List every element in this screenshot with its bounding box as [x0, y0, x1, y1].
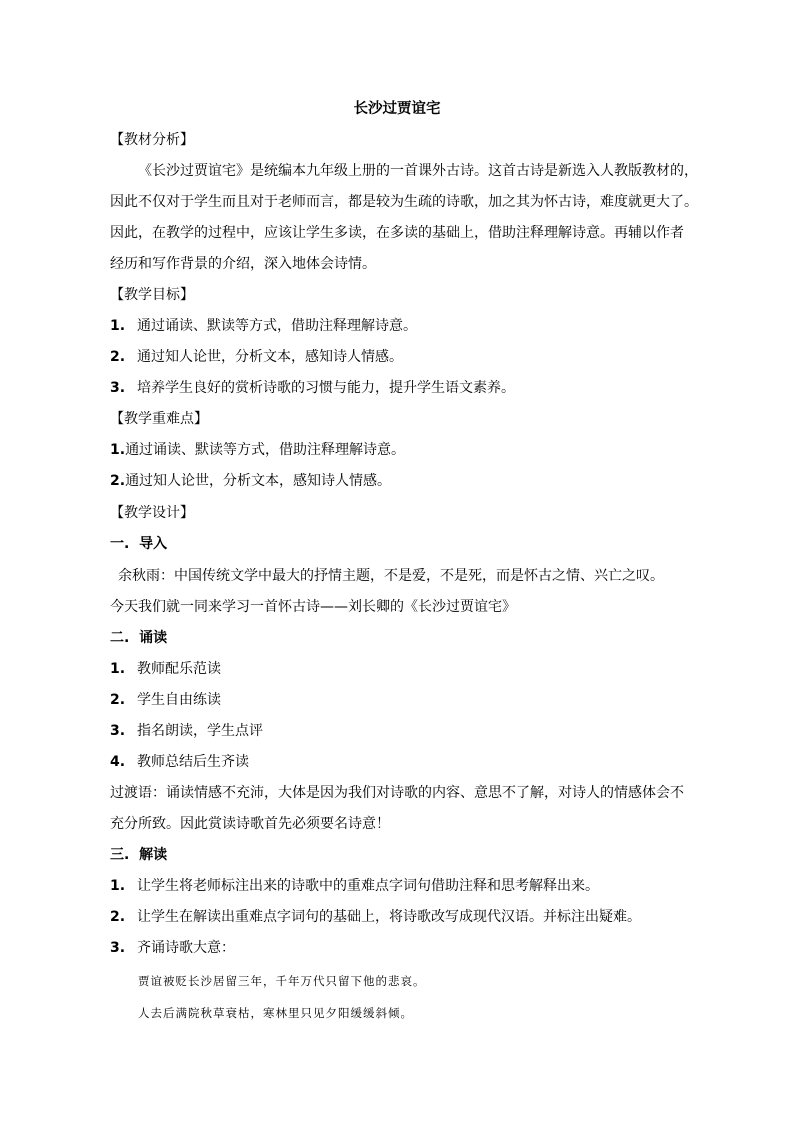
- list-item: [110, 378, 690, 398]
- paragraph-line: 过渡语：诵读情感不充沛，大体是因为我们对诗歌的内容、意思不了解，对诗人的情感体会不: [110, 785, 684, 801]
- list-text: 通过知人论世，分析文本，感知诗人情感。: [137, 349, 403, 365]
- list-item: [110, 471, 690, 491]
- part-label: 导入: [139, 536, 168, 552]
- list-number: 1.: [110, 318, 126, 334]
- list-item: [110, 440, 690, 460]
- list-item: [110, 347, 690, 367]
- list-text: 通过诵读、默读等方式，借助注释理解诗意。: [125, 442, 406, 458]
- list-text: 通过诵读、默读等方式，借助注释理解诗意。: [137, 318, 417, 334]
- paragraph-line: 经历和写作背景的介绍，深入地体会诗情。: [110, 256, 376, 272]
- poem-line: 人去后满院秋草衰枯，寒林里只见夕阳缓缓斜倾。: [138, 1006, 413, 1020]
- paragraph-line: 《长沙过贾谊宅》是统编本九年级上册的一首课外古诗。这首古诗是新选入人教版教材的，: [138, 163, 698, 179]
- list-item: [110, 752, 690, 772]
- list-number: 2.: [110, 349, 126, 365]
- list-number: 3.: [110, 380, 126, 396]
- page-title: 长沙过贾谊宅: [353, 101, 441, 117]
- list-text: 让学生在解读出重难点字词句的基础上，将诗歌改写成现代汉语。并标注出疑难。: [137, 909, 641, 925]
- section-heading-keypoints: 【教学重难点】: [110, 411, 208, 427]
- part-heading: [110, 628, 690, 648]
- poem-line: 贾谊被贬长沙居留三年，千年万代只留下他的悲哀。: [138, 974, 426, 988]
- list-number: 1.: [110, 878, 126, 894]
- list-text: 教师总结后生齐读: [137, 754, 249, 770]
- part-heading: [110, 845, 690, 865]
- paragraph-line: 充分所致。因此赏读诗歌首先必须要名诗意！: [110, 816, 390, 832]
- part-label: 诵读: [139, 630, 168, 646]
- list-number: 1.: [110, 661, 126, 677]
- list-item: [110, 721, 690, 741]
- part-number: 二.: [110, 630, 130, 646]
- list-number: 1.: [110, 442, 126, 458]
- list-number: 4.: [110, 754, 126, 770]
- list-text: 齐诵诗歌大意：: [137, 940, 235, 956]
- list-item: [110, 316, 690, 336]
- list-item: [110, 876, 690, 896]
- section-heading-analysis: 【教材分析】: [110, 132, 194, 148]
- list-text: 通过知人论世，分析文本，感知诗人情感。: [125, 473, 392, 489]
- part-heading: [110, 534, 690, 554]
- paragraph-line: 今天我们就一同来学习一首怀古诗——刘长卿的《长沙过贾谊宅》: [110, 599, 516, 615]
- list-item: [110, 907, 690, 927]
- list-text: 教师配乐范读: [137, 661, 221, 677]
- list-item: [110, 938, 690, 958]
- list-number: 3.: [110, 940, 126, 956]
- list-number: 3.: [110, 723, 126, 739]
- list-item: [110, 690, 690, 710]
- list-text: 学生自由练读: [137, 692, 221, 708]
- list-text: 让学生将老师标注出来的诗歌中的重难点字词句借助注释和思考解释出来。: [137, 878, 599, 894]
- list-number: 2.: [110, 909, 126, 925]
- list-number: 2.: [110, 473, 126, 489]
- paragraph-line: 因此，在教学的过程中，应该让学生多读，在多读的基础上，借助注释理解诗意。再辅以作者: [110, 225, 684, 241]
- part-number: 一.: [110, 536, 130, 552]
- list-number: 2.: [110, 692, 126, 708]
- list-item: [110, 659, 690, 679]
- section-heading-design: 【教学设计】: [110, 505, 194, 521]
- part-number: 三.: [110, 847, 130, 863]
- paragraph-line: 余秋雨：中国传统文学中最大的抒情主题，不是爱，不是死，而是怀古之情、兴亡之叹。: [118, 568, 664, 584]
- part-label: 解读: [139, 847, 168, 863]
- list-text: 指名朗读，学生点评: [137, 723, 263, 739]
- paragraph-line: 因此不仅对于学生而且对于老师而言，都是较为生疏的诗歌，加之其为怀古诗，难度就更大了。: [110, 194, 698, 210]
- section-heading-goals: 【教学目标】: [110, 287, 194, 303]
- list-text: 培养学生良好的赏析诗歌的习惯与能力，提升学生语文素养。: [137, 380, 515, 396]
